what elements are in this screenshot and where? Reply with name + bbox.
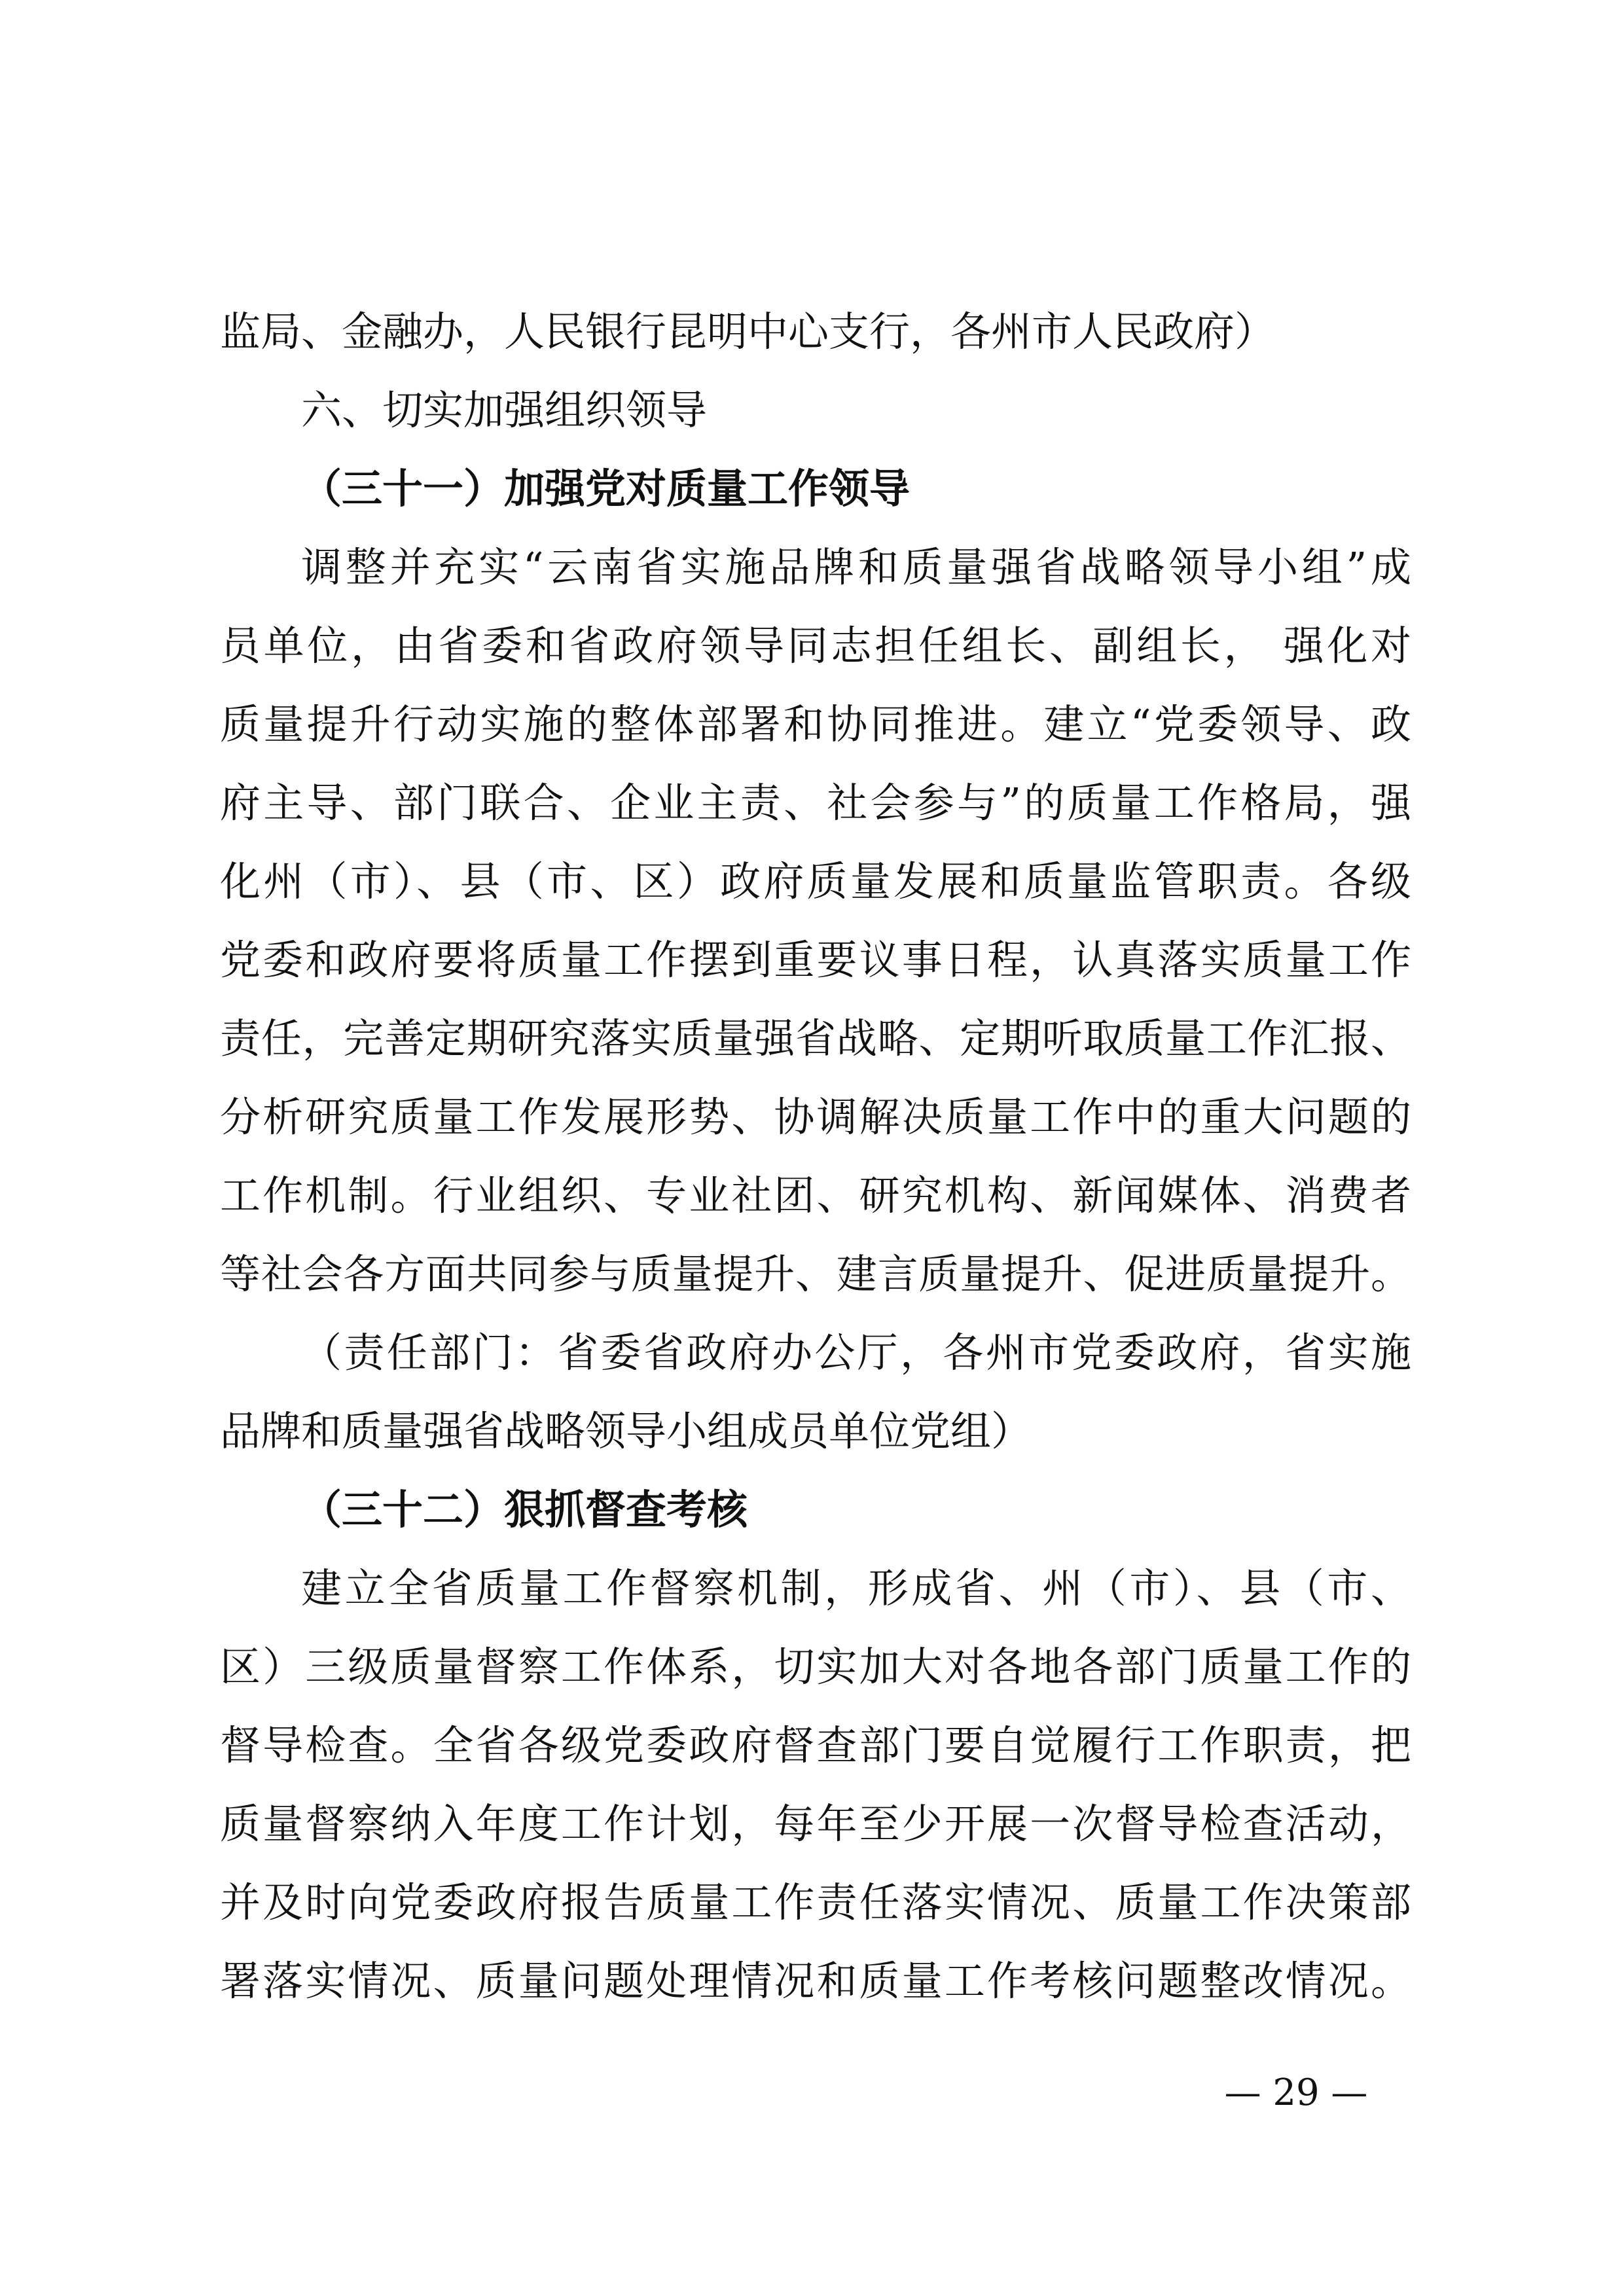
text-line: 督导检查。全省各级党委政府督查部门要自觉履行工作职责，把: [220, 1721, 1411, 1769]
text-line: 调整并充实“云南省实施品牌和质量强省战略领导小组”成: [301, 543, 1411, 591]
text-line: 责任，完善定期研究落实质量强省战略、定期听取质量工作汇报、: [220, 1014, 1411, 1062]
text-line: （责任部门：省委省政府办公厅，各州市党委政府，省实施: [301, 1329, 1411, 1376]
text-line: 品牌和质量强省战略领导小组成员单位党组）: [220, 1407, 1032, 1455]
text-line: 建立全省质量工作督察机制，形成省、州（市）、县（市、: [301, 1564, 1411, 1612]
section-heading: 六、切实加强组织领导: [301, 386, 708, 434]
text-line: 质量督察纳入年度工作计划，每年至少开展一次督导检查活动，: [220, 1800, 1411, 1848]
text-line: 党委和政府要将质量工作摆到重要议事日程，认真落实质量工作: [220, 936, 1411, 984]
text-line: 府主导、部门联合、企业主责、社会参与”的质量工作格局，强: [220, 779, 1411, 827]
text-line: 监局、金融办，人民银行昆明中心支行，各州市人民政府）: [220, 308, 1276, 355]
text-line: 质量提升行动实施的整体部署和协同推进。建立“党委领导、政: [220, 700, 1411, 748]
text-line: 分析研究质量工作发展形势、协调解决质量工作中的重大问题的: [220, 1093, 1411, 1141]
text-line: 区）三级质量督察工作体系，切实加大对各地各部门质量工作的: [220, 1643, 1411, 1691]
page-number: — 29 —: [1224, 2072, 1368, 2114]
subsection-heading: （三十二）狠抓督查考核: [301, 1486, 748, 1534]
text-line: 并及时向党委政府报告质量工作责任落实情况、质量工作决策部: [220, 1878, 1411, 1926]
text-line: 工作机制。行业组织、专业社团、研究机构、新闻媒体、消费者: [220, 1172, 1411, 1219]
text-line: 署落实情况、质量问题处理情况和质量工作考核问题整改情况。: [220, 1957, 1411, 2005]
text-line: 等社会各方面共同参与质量提升、建言质量提升、促进质量提升。: [220, 1250, 1411, 1298]
text-line: 化州（市）、县（市、区）政府质量发展和质量监管职责。各级: [220, 857, 1411, 905]
subsection-heading: （三十一）加强党对质量工作领导: [301, 465, 911, 512]
text-line: 员单位，由省委和省政府领导同志担任组长、副组长， 强化对: [220, 622, 1411, 670]
